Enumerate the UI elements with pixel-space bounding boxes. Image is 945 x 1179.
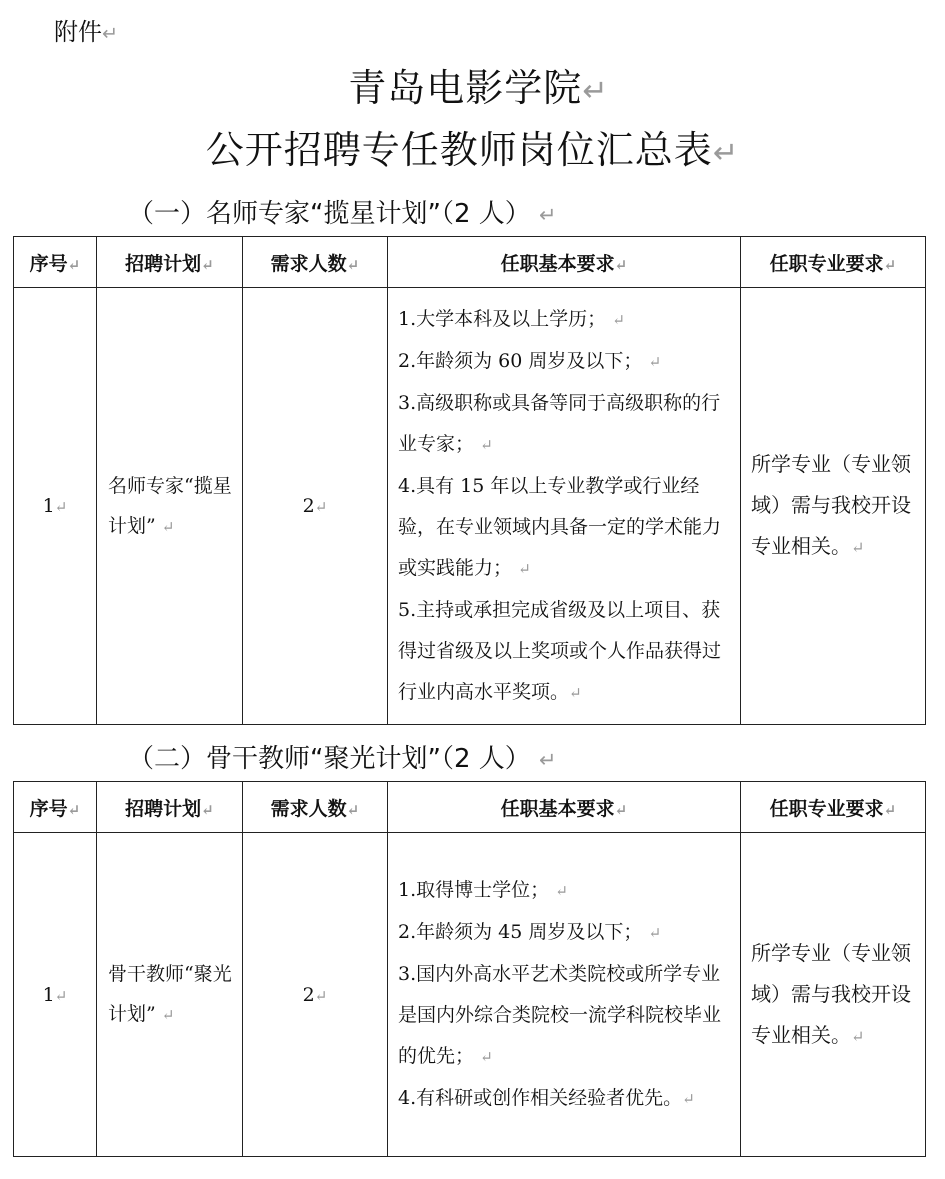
paragraph-mark-icon: ↵ [201,800,214,819]
paragraph-mark-icon: ↵ [612,310,625,329]
requirement-item: 3.国内外高水平艺术类院校或所学专业是国内外综合类院校一流学科院校毕业的优先； ↵ [398,962,722,1067]
header-major-requirements: 任职专业要求↵ [741,782,926,833]
header-plan: 招聘计划↵ [97,237,243,288]
paragraph-mark-icon: ↵ [346,800,360,819]
paragraph-mark-icon: ↵ [539,748,557,772]
paragraph-mark-icon: ↵ [54,986,68,1005]
paragraph-mark-icon: ↵ [614,800,628,819]
paragraph-mark-icon: ↵ [102,22,119,45]
paragraph-mark-icon: ↵ [555,881,568,900]
section-heading-2: （二）骨干教师“聚光计划”（2 人） ↵ [128,744,557,774]
document-title-line2: 公开招聘专任教师岗位汇总表↵ [205,128,740,172]
cell-plan: 名师专家“揽星计划” ↵ [97,288,243,725]
cell-no: 1↵ [14,833,97,1157]
header-count: 需求人数↵ [243,782,388,833]
cell-count: 2↵ [243,833,388,1157]
table-row [14,833,926,1157]
paragraph-mark-icon: ↵ [314,498,328,516]
header-major-requirements: 任职专业要求↵ [741,237,926,288]
table-header-row [14,782,926,833]
requirement-item: 2.年龄须为 45 周岁及以下； ↵ [398,920,662,943]
cell-major-requirements: 所学专业（专业领域）需与我校开设专业相关。↵ [741,833,926,1157]
attachment-label: 附件↵ [54,18,119,46]
header-no: 序号↵ [14,782,97,833]
cell-no: 1↵ [14,288,97,725]
paragraph-mark-icon: ↵ [648,923,662,942]
cell-basic-requirements [388,833,741,1157]
requirement-item: 4.有科研或创作相关经验者优先。↵ [398,1086,695,1109]
requirement-item: 4.具有 15 年以上专业教学或行业经验，在专业领域内具备一定的学术能力或实践能力； ↵ [398,474,722,579]
paragraph-mark-icon: ↵ [851,538,865,557]
paragraph-mark-icon: ↵ [851,1026,865,1046]
paragraph-mark-icon: ↵ [883,800,897,819]
paragraph-mark-icon: ↵ [161,517,175,536]
requirement-item: 5.主持或承担完成省级及以上项目、获得过省级及以上奖项或个人作品获得过行业内高水平奖项。↵ [398,598,722,703]
cell-basic-requirements [388,288,741,725]
cell-major-requirements: 所学专业（专业领域）需与我校开设专业相关。↵ [741,288,926,725]
paragraph-mark-icon: ↵ [67,255,81,274]
paragraph-mark-icon: ↵ [648,352,662,371]
header-basic-requirements: 任职基本要求↵ [388,782,741,833]
cell-count: 2↵ [243,288,388,725]
paragraph-mark-icon: ↵ [518,559,531,578]
paragraph-mark-icon: ↵ [314,986,328,1005]
paragraph-mark-icon: ↵ [67,800,81,819]
paragraph-mark-icon: ↵ [161,1006,175,1024]
header-plan: 招聘计划↵ [97,782,243,833]
header-count: 需求人数↵ [243,237,388,288]
requirement-item: 3.高级职称或具备等同于高级职称的行业专家； ↵ [398,391,721,455]
paragraph-mark-icon: ↵ [54,498,68,516]
header-basic-requirements: 任职基本要求↵ [388,237,741,288]
requirement-item: 2.年龄须为 60 周岁及以下； ↵ [398,349,662,372]
paragraph-mark-icon: ↵ [539,203,557,227]
document-title-line1: 青岛电影学院↵ [348,66,609,110]
paragraph-mark-icon: ↵ [201,255,214,274]
paragraph-mark-icon: ↵ [883,255,897,274]
requirement-item: 1.大学本科及以上学历； ↵ [398,307,625,330]
paragraph-mark-icon: ↵ [480,1047,493,1066]
paragraph-mark-icon: ↵ [614,255,628,274]
paragraph-mark-icon: ↵ [346,255,360,274]
paragraph-mark-icon: ↵ [582,74,609,109]
header-no: 序号↵ [14,237,97,288]
paragraph-mark-icon: ↵ [480,435,493,454]
cell-plan: 骨干教师“聚光计划” ↵ [97,833,243,1157]
positions-table-1 [13,236,926,725]
section-heading-1: （一）名师专家“揽星计划”（2 人） ↵ [128,199,557,229]
table-row [14,288,926,725]
paragraph-mark-icon: ↵ [569,683,582,702]
positions-table-2 [13,781,926,1157]
requirement-item: 1.取得博士学位； ↵ [398,878,568,901]
paragraph-mark-icon: ↵ [682,1089,695,1108]
table-header-row [14,237,926,288]
paragraph-mark-icon: ↵ [712,136,740,171]
